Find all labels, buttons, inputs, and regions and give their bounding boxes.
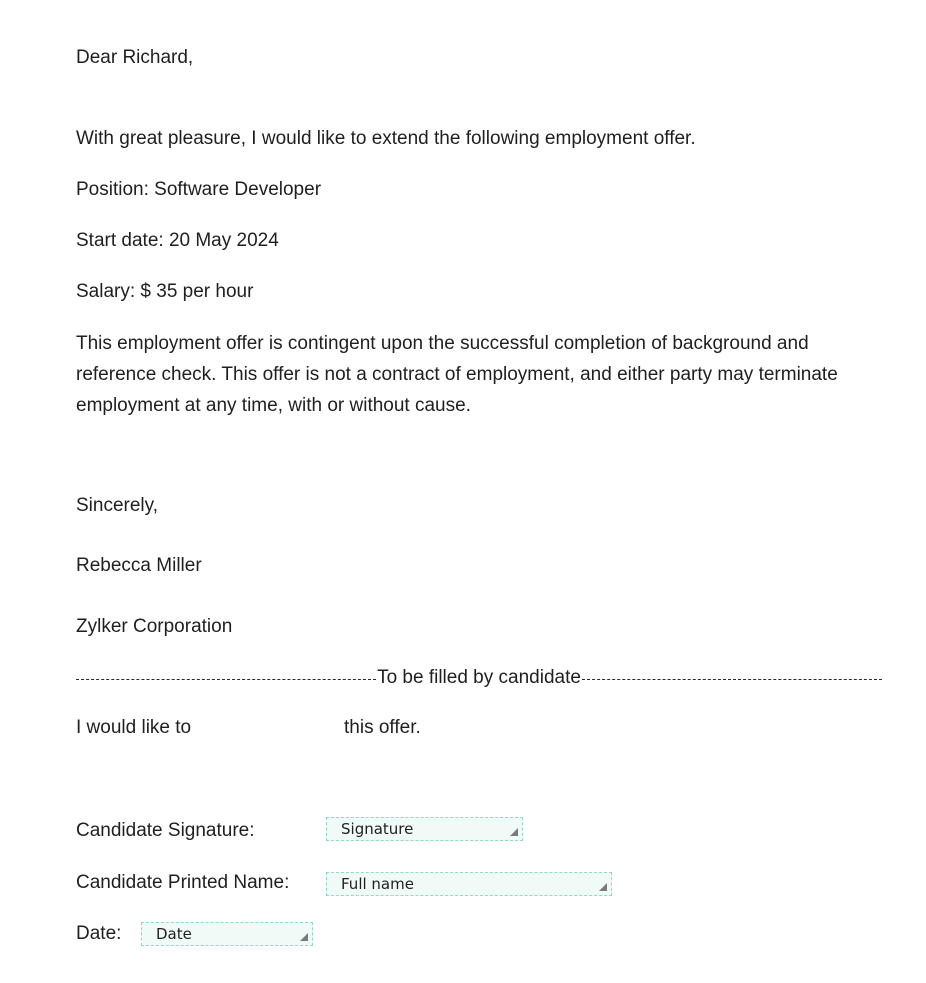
date-placeholder: Date: [156, 925, 192, 943]
closing: Sincerely,: [76, 495, 159, 516]
signature-placeholder: Signature: [341, 820, 414, 838]
resize-handle-icon[interactable]: [300, 933, 308, 941]
signature-label: Candidate Signature:: [76, 820, 255, 841]
candidate-section-label: To be filled by candidate: [377, 667, 581, 688]
date-label: Date:: [76, 923, 122, 944]
accept-prefix: I would like to: [76, 717, 192, 738]
intro-paragraph: With great pleasure, I would like to extend the following employment offer.: [76, 128, 696, 149]
printed-name-label: Candidate Printed Name:: [76, 872, 290, 893]
salutation: Dear Richard,: [76, 47, 194, 68]
divider-dash-left: [76, 679, 376, 680]
start-date-line: Start date: 20 May 2024: [76, 230, 279, 251]
accept-suffix: this offer.: [344, 717, 421, 738]
date-field[interactable]: [141, 922, 313, 946]
company-name: Zylker Corporation: [76, 616, 233, 637]
resize-handle-icon[interactable]: [510, 828, 518, 836]
sender-name: Rebecca Miller: [76, 555, 202, 576]
resize-handle-icon[interactable]: [599, 883, 607, 891]
divider-dash-right: [582, 679, 882, 680]
salary-line: Salary: $ 35 per hour: [76, 281, 254, 302]
printed-name-field[interactable]: [326, 872, 612, 896]
printed-name-placeholder: Full name: [341, 875, 414, 893]
signature-field[interactable]: [326, 817, 523, 841]
candidate-section-divider: [76, 666, 882, 690]
position-line: Position: Software Developer: [76, 179, 322, 200]
terms-paragraph: This employment offer is contingent upon the successful completion of background and reference check. This offer is not a contract of employment, and either party may terminate employment at any time, with or without cause.: [76, 333, 838, 416]
